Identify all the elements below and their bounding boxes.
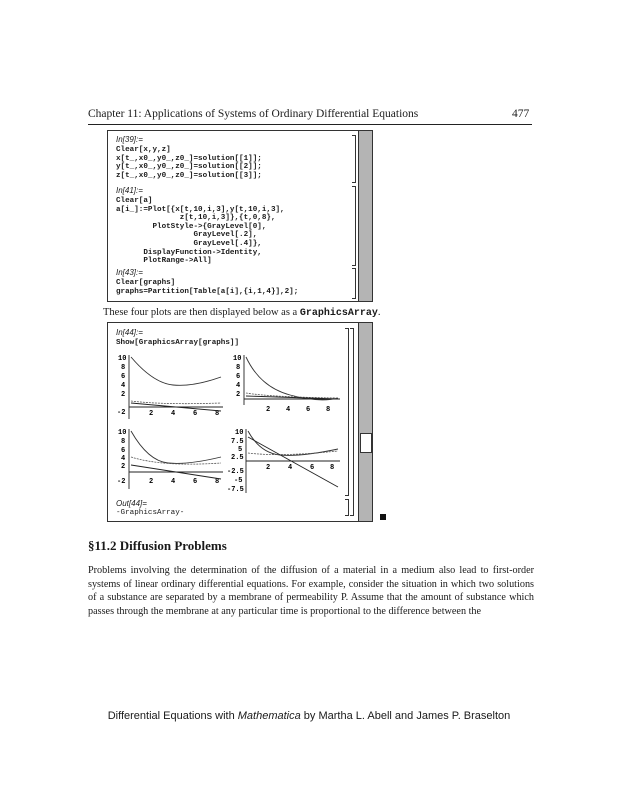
ytick: -7.5 [227,486,244,494]
series-y [131,401,221,404]
in41-code: Clear[a] a[i_]:=Plot[{x[t,10,i,3],y[t,10,i,3], z[t,10,i,3]},{t,0,8}, PlotStyle->{GrayLevel[0], GrayLevel[.2], GrayLevel[.4]}, DisplayFunction->Identity, PlotRange->All] [116,197,285,266]
body-paragraph: Problems involving the determination of the diffusion of a material in a medium also lead to first-order systems of linear ordinary differential equations. For example, consider the situation in which two solutions of a substance are separated by a membrane of permeability P. Assume that the amount of substance which passes through the membrane at any particular time is proportional to the difference between the [88,565,534,617]
cell-bracket[interactable] [345,499,349,516]
series-x [248,431,338,455]
in39-label: In[39]:= [116,135,143,144]
plot-1 [113,353,223,423]
ytick: 4 [121,455,126,463]
xtick: 2 [149,410,154,418]
in39-code: Clear[x,y,z] x[t_,x0_,y0_,z0_]=solution[[1]]; y[t_,x0_,y0_,z0_]=solution[[2]]; z[t_,x0_,y0_,z0_]=solution[[3]]; [116,146,262,180]
ytick: 6 [121,447,126,455]
footer [0,710,618,722]
plot-4-svg [227,427,340,497]
in43-label: In[43]:= [116,268,143,277]
notebook-input-window [107,130,373,302]
ytick: 5 [238,446,243,454]
ytick: 4 [121,382,126,390]
notebook-output-window [107,322,373,522]
caption [103,307,380,319]
ytick: 6 [236,373,241,381]
ytick: 8 [121,438,126,446]
series-z [248,437,338,487]
xtick: 8 [215,410,220,418]
xtick: 4 [288,464,293,472]
footer-pre: Differential Equations with [107,710,238,722]
xtick: 2 [266,464,271,472]
plot-2-svg [230,353,340,423]
ytick: 2 [236,391,241,399]
plot-2 [230,353,340,423]
ytick: 4 [236,382,241,390]
xtick: 8 [215,478,220,486]
running-header: Chapter 11: Applications of Systems of Ordinary Differential Equations [88,108,419,120]
series-x [131,357,221,385]
in41-label: In[41]:= [116,186,143,195]
ytick: 10 [235,429,244,437]
ytick: -2.5 [227,468,244,476]
xtick: 6 [193,478,198,486]
ytick: -5 [234,477,243,485]
header-rule [88,124,532,125]
xtick: 8 [330,464,335,472]
in43-code: Clear[graphs] graphs=Partition[Table[a[i],{i,1,4}],2]; [116,279,299,296]
scrollbar-thumb[interactable] [360,433,372,453]
plot-1-svg [113,353,223,423]
ytick: -2 [117,409,126,417]
out44-text: -GraphicsArray- [116,509,185,517]
in44-code: Show[GraphicsArray[graphs]] [116,339,240,347]
series-x [246,357,338,400]
plot-3 [113,427,223,497]
ytick: 6 [121,373,126,381]
in44-label: In[44]:= [116,328,143,337]
xtick: 8 [326,406,331,414]
cell-bracket[interactable] [345,328,349,496]
cell-bracket[interactable] [350,328,354,516]
xtick: 6 [193,410,198,418]
ytick: -2 [117,478,126,486]
caption-end: . [377,307,381,318]
ytick: 7.5 [231,438,244,446]
cell-bracket[interactable] [352,268,356,299]
ytick: 2 [121,391,126,399]
xtick: 4 [171,410,176,418]
ytick: 8 [121,364,126,372]
caption-text: These four plots are then displayed below as a [103,307,298,318]
plot-4 [227,427,340,497]
xtick: 6 [306,406,311,414]
xtick: 4 [286,406,291,414]
plot-3-svg [113,427,223,497]
out44-label: Out[44]= [116,499,147,508]
cell-bracket[interactable] [352,135,356,183]
scrollbar[interactable] [358,323,372,521]
xtick: 4 [171,478,176,486]
ytick: 10 [233,355,242,363]
ytick: 8 [236,364,241,372]
end-of-example-marker [380,514,386,520]
footer-italic: Mathematica [237,710,301,722]
footer-post: by Martha L. Abell and James P. Braselton [300,710,511,722]
scrollbar[interactable] [358,131,372,301]
page-number: 477 [512,108,530,120]
xtick: 2 [149,478,154,486]
section-title: §11.2 Diffusion Problems [88,538,227,553]
caption-code: GraphicsArray [299,308,378,319]
ytick: 10 [118,355,127,363]
xtick: 6 [310,464,315,472]
cell-bracket[interactable] [352,186,356,266]
ytick: 2.5 [231,454,244,462]
ytick: 2 [121,463,126,471]
series-x [131,431,221,463]
ytick: 10 [118,429,127,437]
xtick: 2 [266,406,271,414]
